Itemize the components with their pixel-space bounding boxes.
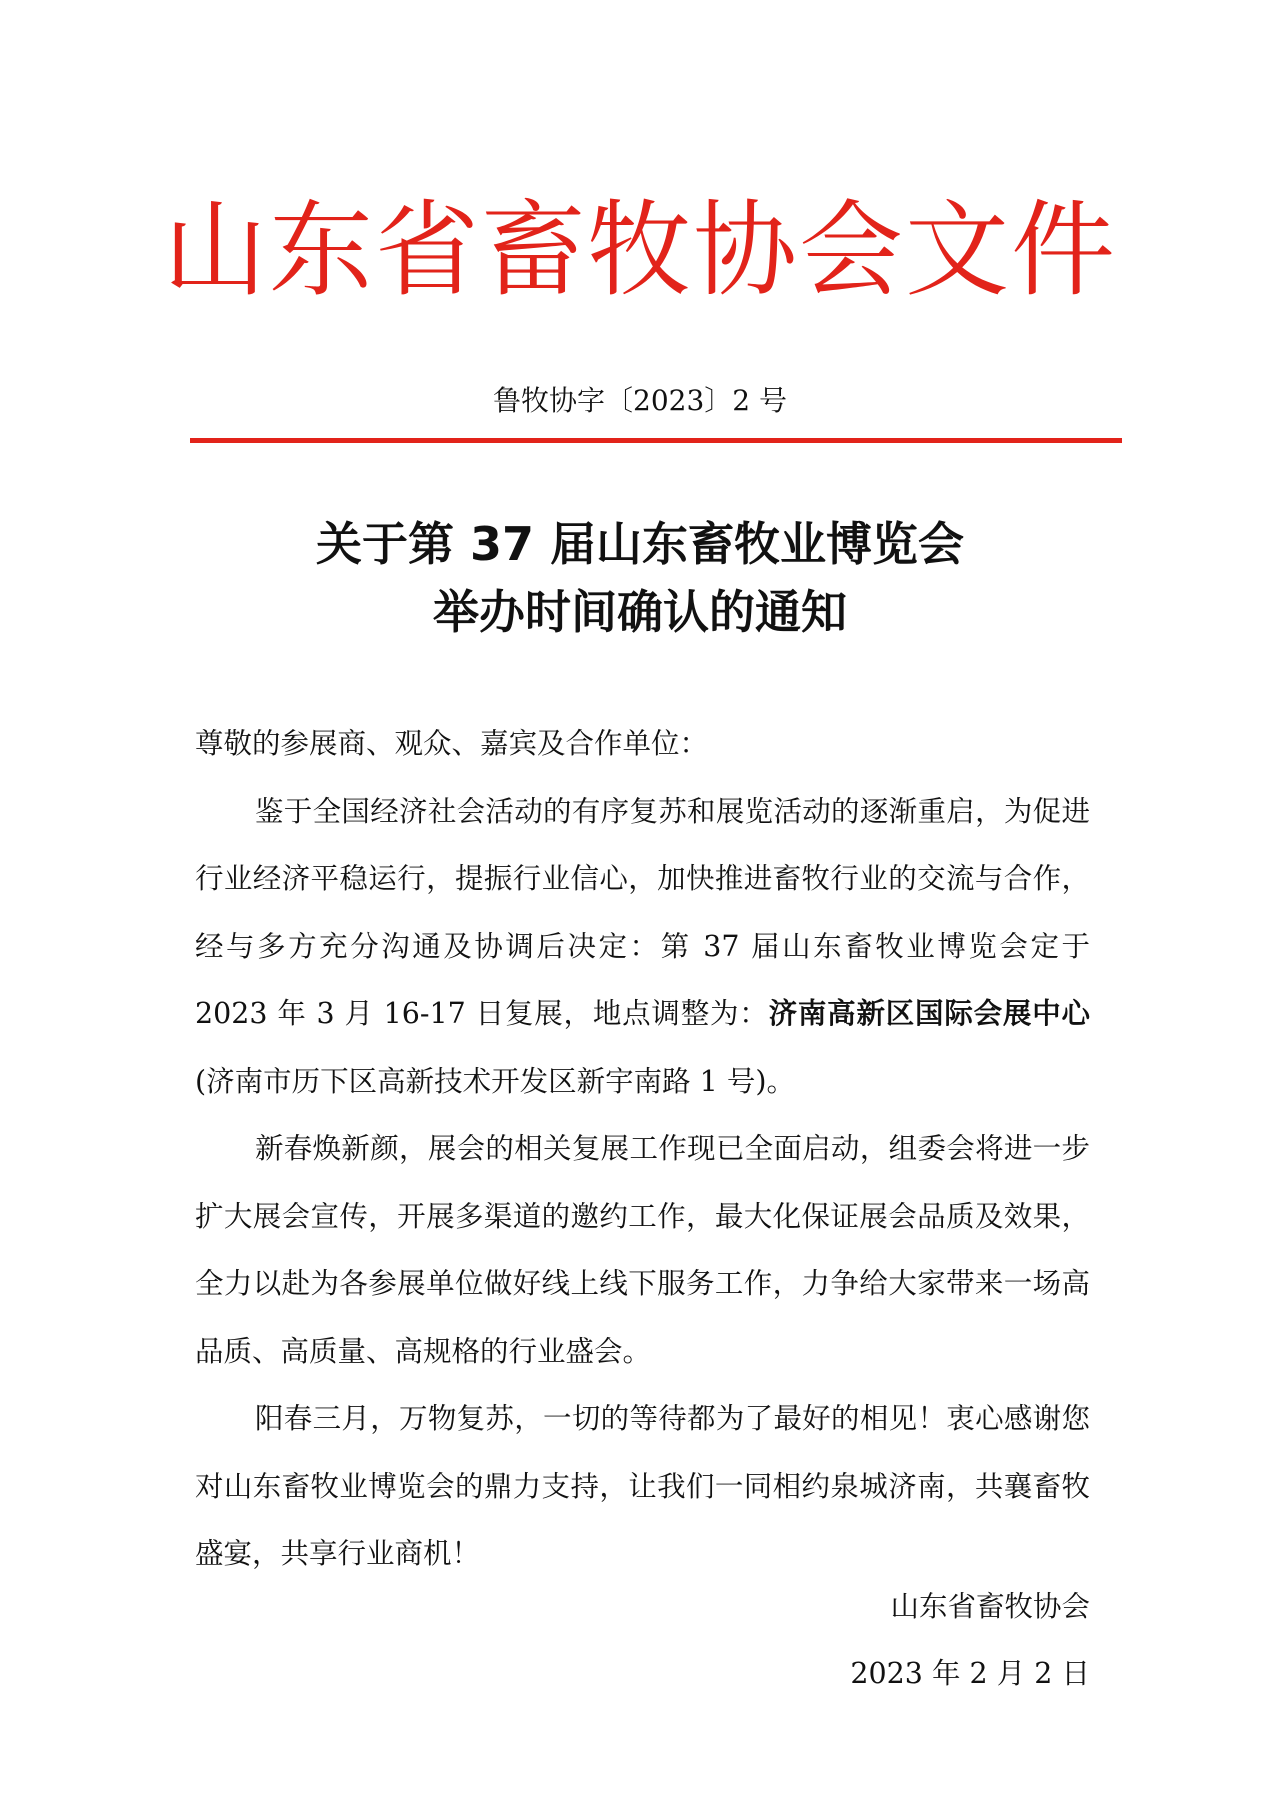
- document-number: 鲁牧协字〔2023〕2 号: [493, 384, 787, 417]
- notice-body: [195, 710, 1090, 1588]
- notice-title-line2: 举办时间确认的通知: [433, 585, 847, 639]
- issue-date: 2023 年 2 月 2 日: [850, 1657, 1090, 1690]
- letterhead-title: 山东省畜牧协会文件: [162, 189, 1117, 311]
- venue-address: (济南市历下区高新技术开发区新宇南路 1 号)。: [195, 1064, 795, 1098]
- red-divider: [190, 438, 1122, 443]
- notice-title-line1: 关于第 37 届山东畜牧业博览会: [315, 517, 965, 571]
- paragraph-1: [195, 778, 1090, 1116]
- salutation: 尊敬的参展商、观众、嘉宾及合作单位：: [195, 727, 709, 760]
- paragraph-1-text: 鉴于全国经济社会活动的有序复苏和展览活动的逐渐重启，为促进行业经济平稳运行，提振行业信心，加快推进畜牧行业的交流与合作，经与多方充分沟通及协调后决定：第 37 届山东畜牧业博览会定于 2023 年 3 月 16-17 日复展，地点调整为：: [195, 794, 1090, 1030]
- paragraph-3: 阳春三月，万物复苏，一切的等待都为了最好的相见！衷心感谢您对山东畜牧业博览会的鼎力支持，让我们一同相约泉城济南，共襄畜牧盛宴，共享行业商机！: [195, 1402, 1090, 1570]
- paragraph-2: 新春焕新颜，展会的相关复展工作现已全面启动，组委会将进一步扩大展会宣传，开展多渠道的邀约工作，最大化保证展会品质及效果，全力以赴为各参展单位做好线上线下服务工作，力争给大家带来一场高品质、高质量、高规格的行业盛会。: [195, 1132, 1090, 1368]
- venue-name: 济南高新区国际会展中心: [768, 996, 1090, 1030]
- notice-title: [0, 510, 1280, 646]
- signature: 山东省畜牧协会: [890, 1590, 1090, 1623]
